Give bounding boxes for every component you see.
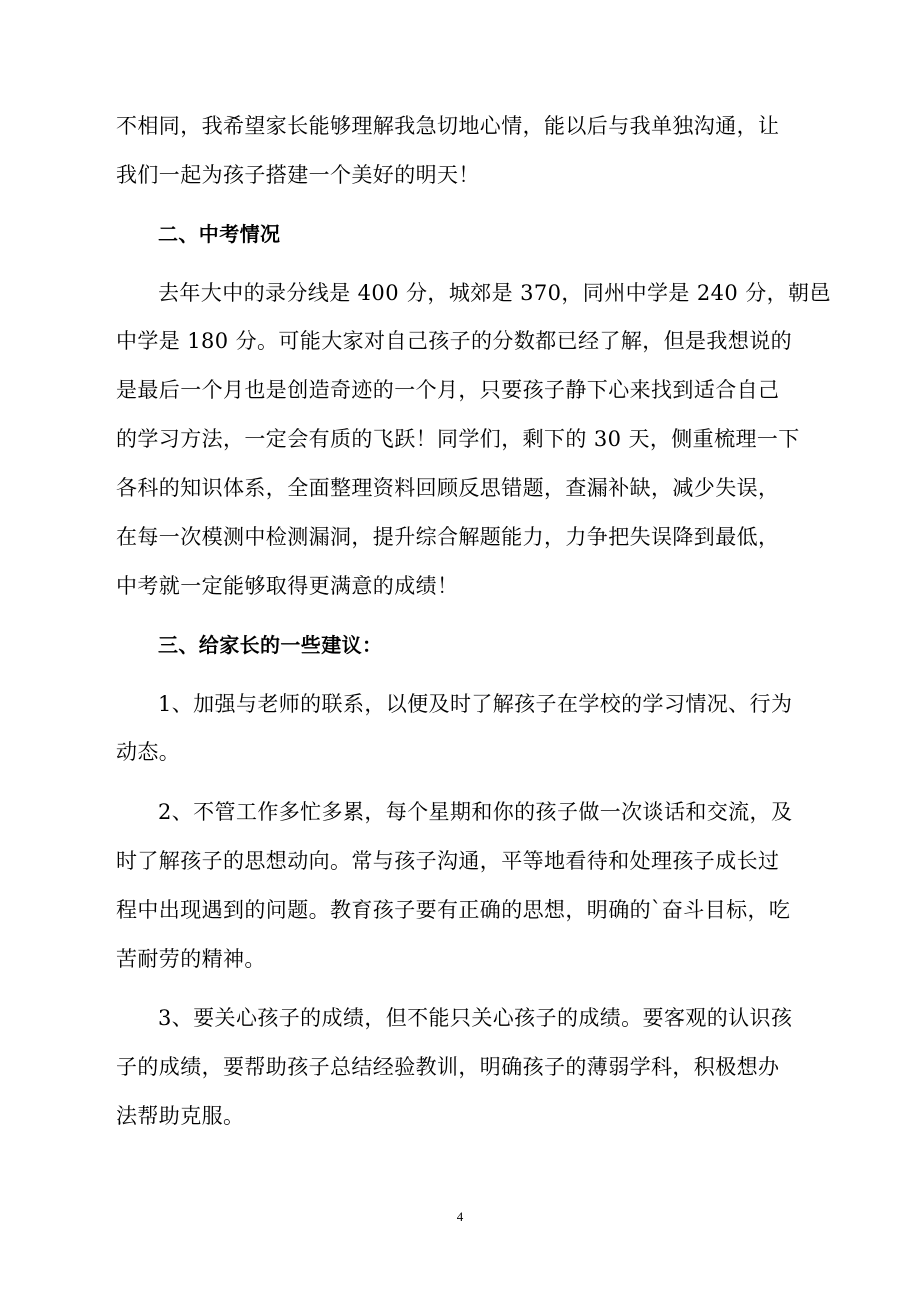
- section-heading-advice: 三、给家长的一些建议：: [158, 633, 383, 657]
- paragraph-exam-line-5: 各科的知识体系，全面整理资料回顾反思错题，查漏补缺，减少失误，: [116, 476, 780, 500]
- paragraph-advice-2-line-1: 2、不管工作多忙多累，每个星期和你的孩子做一次谈话和交流，及: [158, 800, 793, 824]
- paragraph-exam-line-3: 是最后一个月也是创造奇迹的一个月，只要孩子静下心来找到适合自己: [116, 378, 780, 402]
- section-heading-exam: 二、中考情况: [158, 222, 281, 246]
- paragraph-exam-line-1: 去年大中的录分线是 400 分，城郊是 370，同州中学是 240 分，朝邑: [158, 281, 831, 305]
- paragraph-continued-line-2: 我们一起为孩子搭建一个美好的明天！: [116, 163, 480, 187]
- paragraph-exam-line-6: 在每一次模测中检测漏洞，提升综合解题能力，力争把失误降到最低，: [116, 525, 780, 549]
- paragraph-advice-3-line-2: 子的成绩，要帮助孩子总结经验教训，明确孩子的薄弱学科，积极想办: [116, 1055, 780, 1079]
- paragraph-advice-1-line-2: 动态。: [116, 740, 181, 764]
- paragraph-advice-2-line-4: 苦耐劳的精神。: [116, 947, 266, 971]
- paragraph-advice-2-line-2: 时了解孩子的思想动向。常与孩子沟通，平等地看待和处理孩子成长过: [116, 849, 780, 873]
- paragraph-advice-3-line-3: 法帮助克服。: [116, 1104, 245, 1128]
- paragraph-exam-line-7: 中考就一定能够取得更满意的成绩！: [116, 574, 459, 598]
- paragraph-exam-line-4: 的学习方法，一定会有质的飞跃！同学们，剩下的 30 天，侧重梳理一下: [116, 427, 800, 451]
- page-number: 4: [456, 1209, 464, 1224]
- paragraph-continued-line-1: 不相同，我希望家长能够理解我急切地心情，能以后与我单独沟通，让: [116, 114, 780, 138]
- paragraph-exam-line-2: 中学是 180 分。可能大家对自己孩子的分数都已经了解，但是我想说的: [116, 329, 793, 353]
- paragraph-advice-3-line-1: 3、要关心孩子的成绩，但不能只关心孩子的成绩。要客观的认识孩: [158, 1006, 793, 1030]
- paragraph-advice-1-line-1: 1、加强与老师的联系，以便及时了解孩子在学校的学习情况、行为: [158, 692, 793, 716]
- paragraph-advice-2-line-3: 程中出现遇到的问题。教育孩子要有正确的思想，明确的`奋斗目标，吃: [116, 898, 791, 922]
